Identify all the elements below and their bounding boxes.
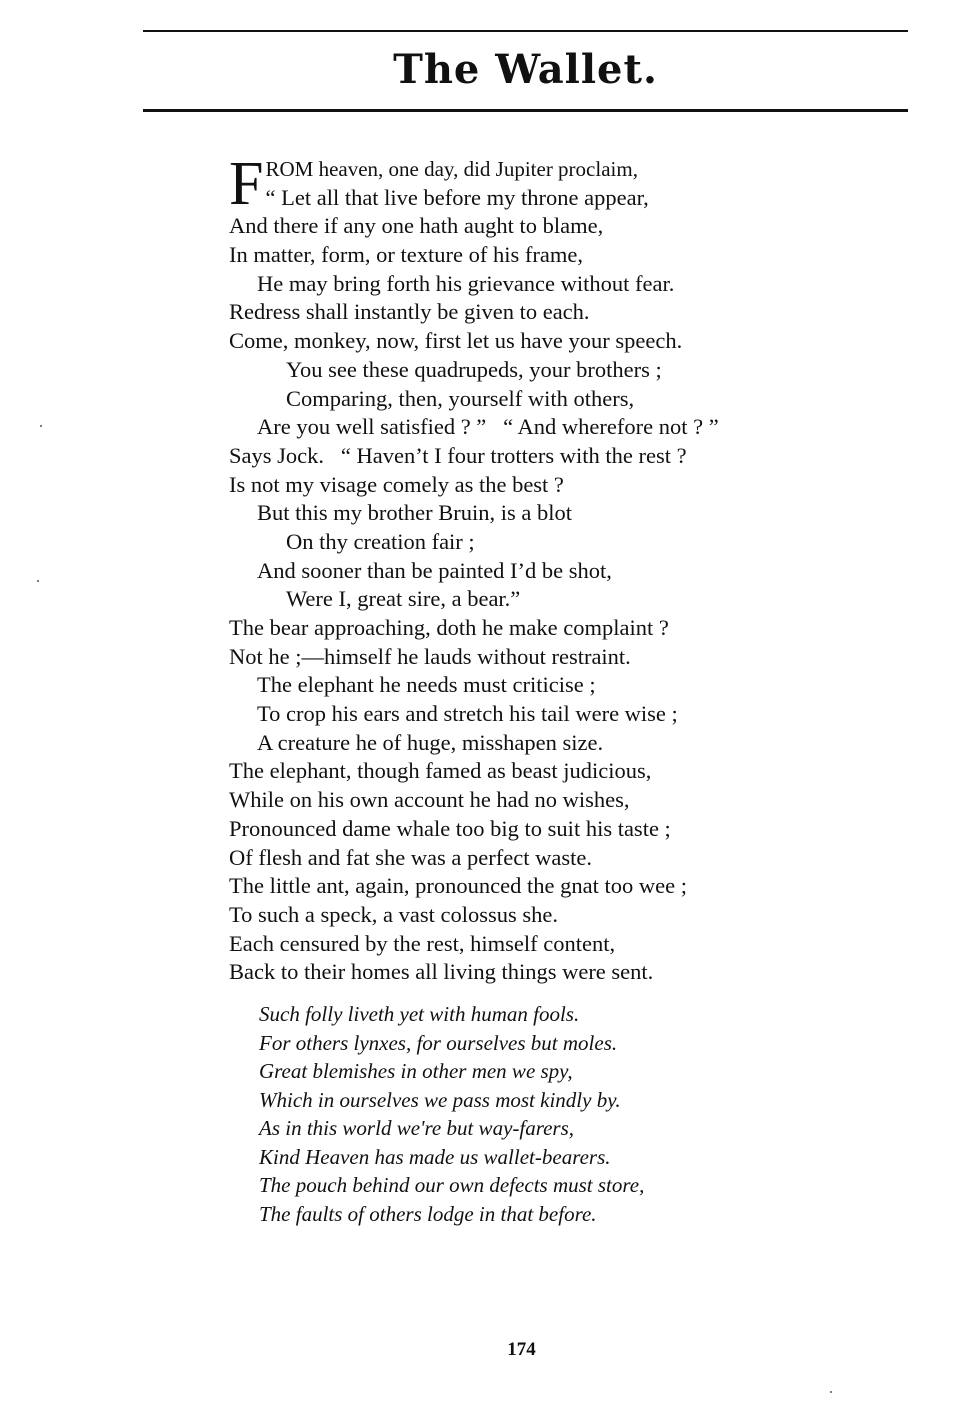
header-rule-bottom [143, 109, 908, 112]
moral-stanza [259, 1000, 859, 1228]
moral-line: The pouch behind our own defects must store, [259, 1173, 645, 1197]
header-rule-top [143, 30, 908, 32]
poem-line: Are you well satisfied ? ” “ And wherefore not ? ” [257, 414, 719, 440]
moral-line: Such folly liveth yet with human fools. [259, 1002, 580, 1026]
poem-line: The elephant, though famed as beast judicious, [229, 758, 652, 784]
poem-line: Come, monkey, now, first let us have your speech. [229, 328, 683, 354]
scan-speck [830, 1391, 832, 1393]
poem-line: In matter, form, or texture of his frame, [229, 242, 583, 268]
moral-line: Kind Heaven has made us wallet-bearers. [259, 1144, 611, 1169]
moral-line: Which in ourselves we pass most kindly by. [259, 1087, 621, 1112]
poem-line: A creature he of huge, misshapen size. [257, 729, 604, 755]
moral-line: For others lynxes, for ourselves but moles. [259, 1030, 618, 1055]
poem-line: Not he ;—himself he lauds without restraint. [229, 643, 631, 669]
scan-speck [37, 580, 39, 582]
moral-line: The faults of others lodge in that before. [259, 1201, 597, 1226]
moral-line: As in this world we're but way-farers, [259, 1116, 575, 1140]
poem-line: On thy creation fair ; [286, 528, 475, 554]
poem-line: And there if any one hath aught to blame, [229, 213, 604, 239]
poem-line: Redress shall instantly be given to each. [229, 299, 590, 325]
poem-line: Comparing, then, yourself with others, [286, 385, 635, 411]
poem-line: Of flesh and fat she was a perfect waste. [229, 844, 592, 870]
poem-line-1-text: ROM heaven, one day, did Jupiter proclaim, [265, 157, 638, 181]
moral-line: Great blemishes in other men we spy, [259, 1059, 573, 1083]
poem-line: To crop his ears and stretch his tail were wise ; [257, 701, 678, 727]
poem-line: He may bring forth his grievance without fear. [257, 270, 675, 296]
poem-line: The elephant he needs must criticise ; [257, 672, 596, 698]
poem-line: Says Jock. “ Haven’t I four trotters with the rest ? [229, 442, 687, 468]
poem-line: Were I, great sire, a bear.” [286, 586, 521, 612]
poem-line: To such a speck, a vast colossus she. [229, 901, 558, 927]
poem-line: The little ant, again, pronounced the gnat too wee ; [229, 873, 687, 899]
poem-line: While on his own account he had no wishes, [229, 787, 630, 813]
poem-line: Each censured by the rest, himself content, [229, 930, 616, 956]
page-number: 174 [507, 1339, 536, 1360]
drop-cap: F [229, 150, 264, 218]
poem-line: “ Let all that live before my throne appear, [265, 184, 649, 210]
poem-line: But this my brother Bruin, is a blot [257, 500, 572, 526]
scan-speck [40, 425, 42, 427]
page-title: The Wallet. [393, 46, 658, 93]
poem-line: Is not my visage comely as the best ? [229, 471, 564, 497]
poem-line: You see these quadrupeds, your brothers ; [286, 356, 662, 382]
poem-line: And sooner than be painted I’d be shot, [257, 557, 612, 583]
poem-line: Pronounced dame whale too big to suit his taste ; [229, 815, 671, 841]
poem-line: The bear approaching, doth he make complaint ? [229, 615, 669, 640]
poem-line: Back to their homes all living things were sent. [229, 959, 654, 985]
poem-body [229, 150, 869, 987]
